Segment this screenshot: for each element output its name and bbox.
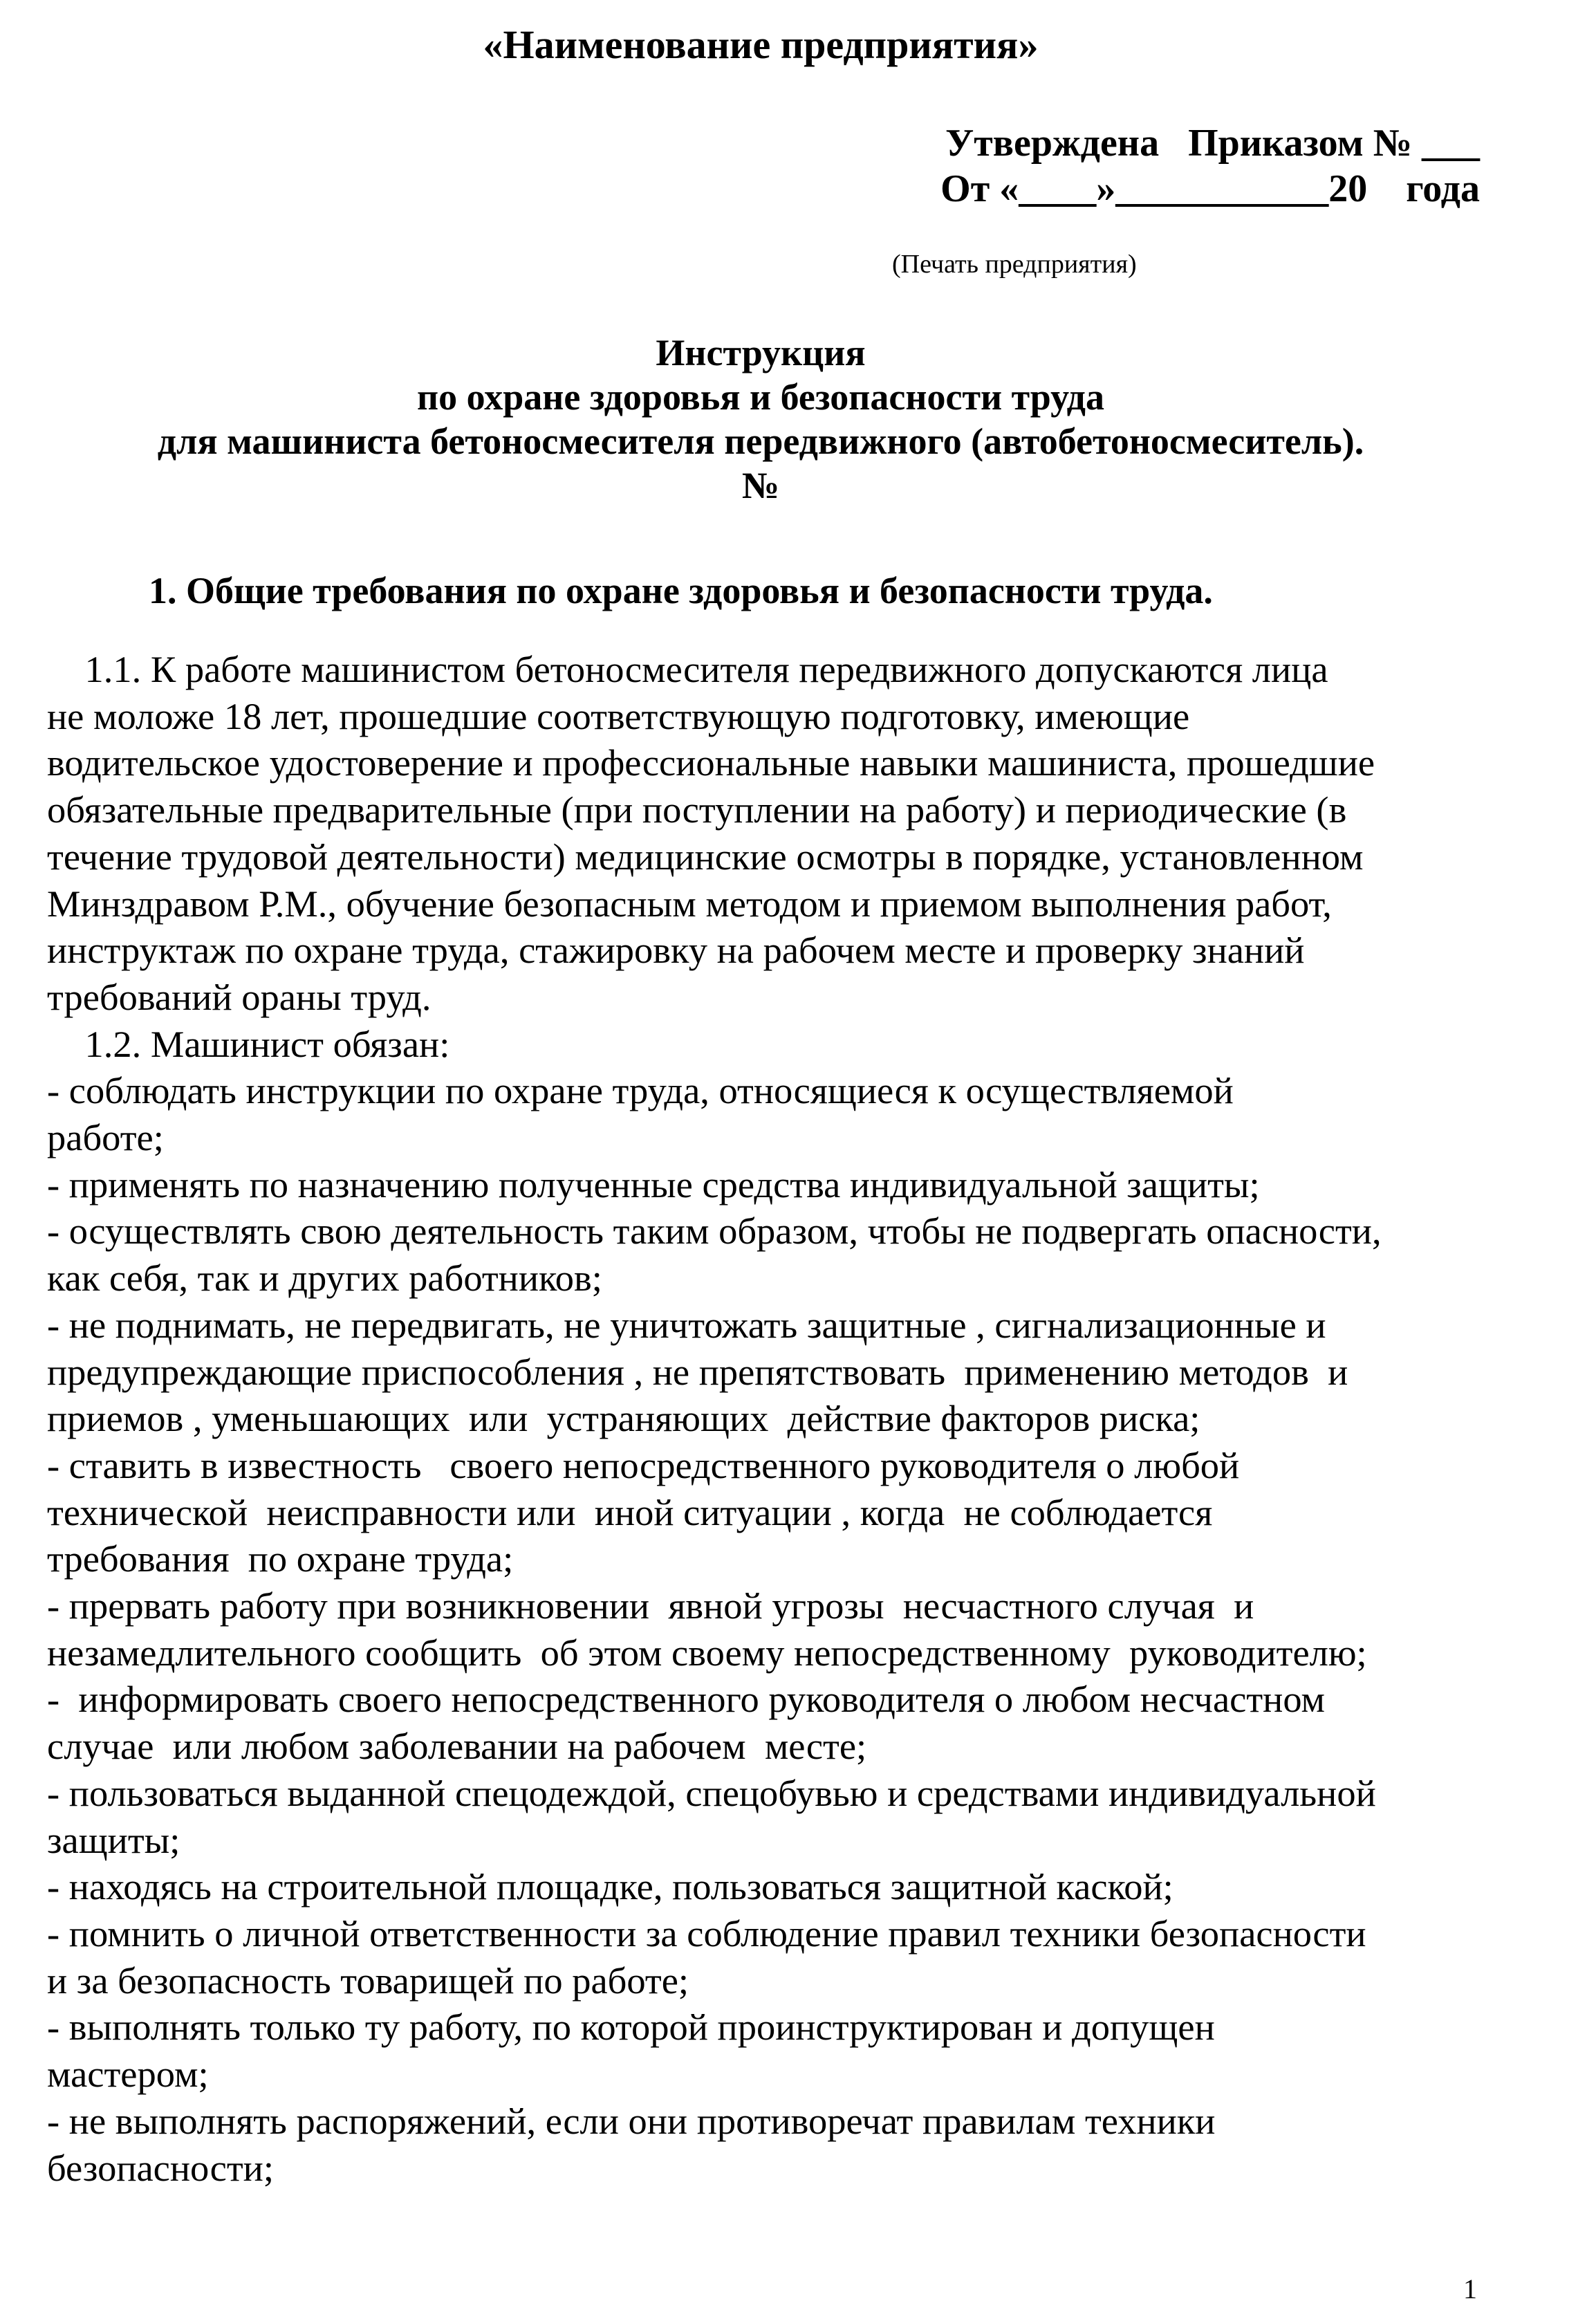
body-line: требования по охране труда; xyxy=(47,1537,514,1580)
body-line: случае или любом заболевании на рабочем месте; xyxy=(47,1725,867,1768)
body-line: - не поднимать, не передвигать, не уничтожать защитные , сигнализационные и xyxy=(47,1303,1326,1346)
body-line: инструктаж по охране труда, стажировку на рабочем месте и проверку знаний xyxy=(47,929,1305,972)
company-name: «Наименование предприятия» xyxy=(483,22,1039,67)
body-line: 1.2. Машинист обязан: xyxy=(47,1022,450,1065)
section-body xyxy=(47,646,1541,2191)
body-line: водительское удостоверение и профессиональные навыки машиниста, прошедшие xyxy=(47,741,1375,784)
body-line: и за безопасность товарищей по работе; xyxy=(47,1959,689,2002)
body-line: - помнить о личной ответственности за соблюдение правил техники безопасности xyxy=(47,1912,1366,1955)
title-line-2: по охране здоровья и безопасности труда xyxy=(416,376,1105,418)
body-line: - применять по назначению полученные средства индивидуальной защиты; xyxy=(47,1163,1260,1205)
approval-order-line: Утверждена Приказом № ___ xyxy=(945,122,1480,165)
body-line: обязательные предварительные (при поступлении на работу) и периодические (в xyxy=(47,788,1347,831)
stamp-placeholder: (Печать предприятия) xyxy=(892,250,1137,279)
body-line: как себя, так и других работников; xyxy=(47,1257,602,1300)
title-line-1: Инструкция xyxy=(656,332,866,373)
body-line: технической неисправности или иной ситуации , когда не соблюдается xyxy=(47,1490,1213,1533)
body-line: защиты; xyxy=(47,1818,180,1861)
body-line: требований ораны труд. xyxy=(47,975,432,1018)
approval-date-line: От «____»___________20 года xyxy=(940,167,1480,210)
title-line-4: № xyxy=(741,465,780,506)
body-line: течение трудовой деятельности) медицинские осмотры в порядке, установленном xyxy=(47,835,1364,878)
body-line: Минздравом Р.М., обучение безопасным методом и приемом выполнения работ, xyxy=(47,882,1332,925)
body-line: работе; xyxy=(47,1116,164,1159)
approval-block xyxy=(830,120,1480,212)
body-line: - соблюдать инструкции по охране труда, относящиеся к осуществляемой xyxy=(47,1069,1234,1112)
body-line: безопасности; xyxy=(47,2146,274,2189)
body-line: - находясь на строительной площадке, пользоваться защитной каской; xyxy=(47,1865,1173,1908)
body-line: - информировать своего непосредственного руководителя о любом несчастном xyxy=(47,1678,1326,1721)
body-line: приемов , уменьшающих или устраняющих действие факторов риска; xyxy=(47,1397,1200,1440)
body-line: предупреждающие приспособления , не препятствовать применению методов и xyxy=(47,1350,1348,1393)
body-line: не моложе 18 лет, прошедшие соответствующую подготовку, имеющие xyxy=(47,694,1190,737)
title-line-3: для машиниста бетоносмесителя передвижного (автобетоносмеситель). xyxy=(157,421,1364,462)
page-number: 1 xyxy=(1463,2273,1477,2304)
body-line: - не выполнять распоряжений, если они противоречат правилам техники xyxy=(47,2099,1216,2142)
document-title xyxy=(0,331,1521,508)
body-line: - ставить в известность своего непосредственного руководителя о любой xyxy=(47,1443,1240,1486)
body-line: 1.1. К работе машинистом бетоносмесителя передвижного допускаются лица xyxy=(47,648,1328,690)
body-line: - пользоваться выданной спецодеждой, спецобувью и средствами индивидуальной xyxy=(47,1771,1376,1814)
body-line: - выполнять только ту работу, по которой проинструктирован и допущен xyxy=(47,2006,1215,2049)
body-line: - прервать работу при возникновении явной угрозы несчастного случая и xyxy=(47,1585,1254,1627)
body-line: - осуществлять свою деятельность таким образом, чтобы не подвергать опасности, xyxy=(47,1210,1382,1253)
body-line: мастером; xyxy=(47,2053,209,2096)
body-line: незамедлительного сообщить об этом своему непосредственному руководителю; xyxy=(47,1631,1367,1674)
section-heading: 1. Общие требования по охране здоровья и безопасности труда. xyxy=(149,570,1213,611)
